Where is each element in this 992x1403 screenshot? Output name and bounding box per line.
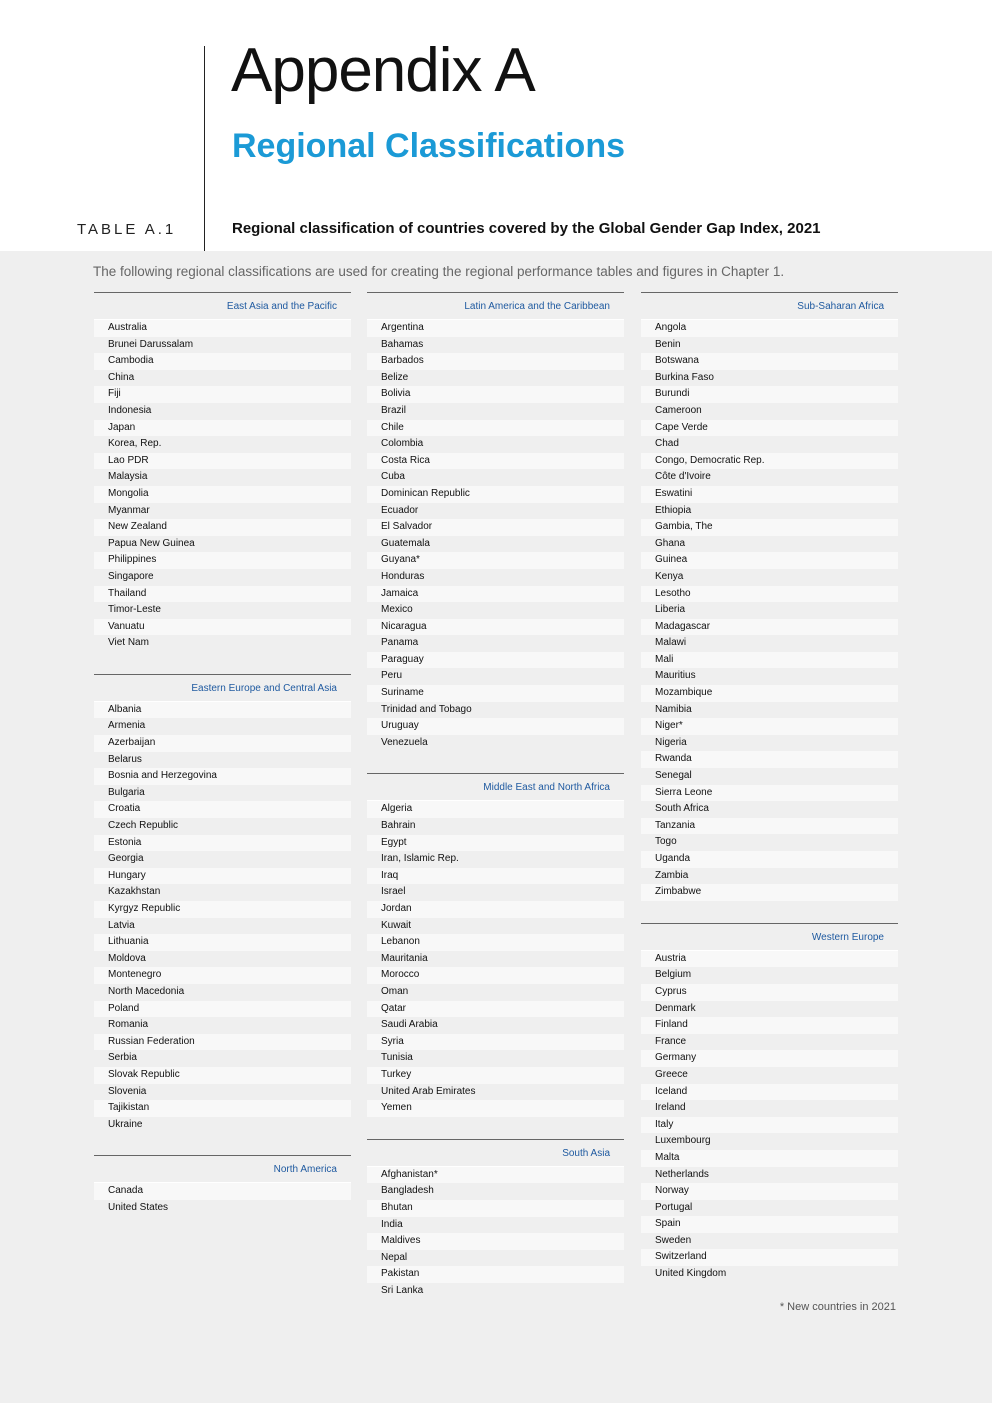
country-row: Liberia xyxy=(641,602,898,619)
country-row: Bolivia xyxy=(367,386,624,403)
country-row: Uruguay xyxy=(367,718,624,735)
country-row: Armenia xyxy=(94,718,351,735)
country-row: Indonesia xyxy=(94,403,351,420)
country-row: Bosnia and Herzegovina xyxy=(94,768,351,785)
country-row: Papua New Guinea xyxy=(94,536,351,553)
country-row: China xyxy=(94,370,351,387)
country-row: Kuwait xyxy=(367,918,624,935)
country-row: Brunei Darussalam xyxy=(94,337,351,354)
table-caption: Regional classification of countries covered by the Global Gender Gap Index, 2021 xyxy=(232,220,821,237)
country-list xyxy=(94,319,351,652)
region-column-1 xyxy=(94,292,351,1239)
region-heading: Middle East and North Africa xyxy=(367,773,624,800)
country-row: Ireland xyxy=(641,1100,898,1117)
country-row: Lithuania xyxy=(94,934,351,951)
country-row: Azerbaijan xyxy=(94,735,351,752)
country-row: Paraguay xyxy=(367,652,624,669)
country-list xyxy=(367,319,624,751)
country-row: Timor-Leste xyxy=(94,602,351,619)
country-row: Poland xyxy=(94,1001,351,1018)
country-list xyxy=(641,950,898,1283)
country-row: Ecuador xyxy=(367,503,624,520)
country-row: Latvia xyxy=(94,918,351,935)
country-row: Montenegro xyxy=(94,967,351,984)
country-row: Austria xyxy=(641,951,898,968)
country-row: Italy xyxy=(641,1117,898,1134)
country-row: Ethiopia xyxy=(641,503,898,520)
country-row: Cameroon xyxy=(641,403,898,420)
country-row: Bahamas xyxy=(367,337,624,354)
country-row: Lesotho xyxy=(641,586,898,603)
country-row: Nigeria xyxy=(641,735,898,752)
country-row: Bahrain xyxy=(367,818,624,835)
country-row: India xyxy=(367,1217,624,1234)
country-list xyxy=(94,1182,351,1216)
country-row: Germany xyxy=(641,1050,898,1067)
country-row: Lao PDR xyxy=(94,453,351,470)
region-column-2 xyxy=(367,292,624,1321)
country-row: Switzerland xyxy=(641,1249,898,1266)
country-row: Panama xyxy=(367,635,624,652)
country-row: Mauritania xyxy=(367,951,624,968)
region-heading: South Asia xyxy=(367,1139,624,1166)
country-row: Spain xyxy=(641,1216,898,1233)
country-row: South Africa xyxy=(641,801,898,818)
country-row: Slovak Republic xyxy=(94,1067,351,1084)
country-row: Maldives xyxy=(367,1233,624,1250)
country-row: Niger* xyxy=(641,718,898,735)
country-row: Portugal xyxy=(641,1200,898,1217)
country-row: Czech Republic xyxy=(94,818,351,835)
country-row: Canada xyxy=(94,1183,351,1200)
country-row: Finland xyxy=(641,1017,898,1034)
page-subtitle: Regional Classifications xyxy=(232,127,625,165)
country-row: North Macedonia xyxy=(94,984,351,1001)
country-row: Namibia xyxy=(641,702,898,719)
country-row: Lebanon xyxy=(367,934,624,951)
country-row: Suriname xyxy=(367,685,624,702)
country-row: Vanuatu xyxy=(94,619,351,636)
country-row: Guinea xyxy=(641,552,898,569)
country-row: Colombia xyxy=(367,436,624,453)
table-label: TABLE A.1 xyxy=(77,221,177,238)
country-row: Angola xyxy=(641,320,898,337)
country-row: Togo xyxy=(641,834,898,851)
region-section xyxy=(94,292,351,652)
country-row: Ghana xyxy=(641,536,898,553)
country-row: Mozambique xyxy=(641,685,898,702)
country-row: Ukraine xyxy=(94,1117,351,1134)
country-row: Morocco xyxy=(367,967,624,984)
country-row: Côte d'Ivoire xyxy=(641,469,898,486)
country-row: Tunisia xyxy=(367,1050,624,1067)
country-row: Mauritius xyxy=(641,668,898,685)
country-row: Bangladesh xyxy=(367,1183,624,1200)
country-row: Cuba xyxy=(367,469,624,486)
country-row: Albania xyxy=(94,702,351,719)
country-row: Tanzania xyxy=(641,818,898,835)
country-row: Malta xyxy=(641,1150,898,1167)
country-row: Eswatini xyxy=(641,486,898,503)
country-row: Mongolia xyxy=(94,486,351,503)
footnote: * New countries in 2021 xyxy=(779,1301,896,1313)
country-row: Benin xyxy=(641,337,898,354)
country-row: France xyxy=(641,1034,898,1051)
country-row: Pakistan xyxy=(367,1266,624,1283)
country-row: Kyrgyz Republic xyxy=(94,901,351,918)
country-row: Congo, Democratic Rep. xyxy=(641,453,898,470)
country-row: Cambodia xyxy=(94,353,351,370)
country-row: Malaysia xyxy=(94,469,351,486)
region-section xyxy=(94,674,351,1133)
country-row: Hungary xyxy=(94,868,351,885)
intro-text: The following regional classifications are used for creating the regional performance tables and figures in Chapter 1. xyxy=(93,264,785,279)
country-row: Norway xyxy=(641,1183,898,1200)
country-row: Argentina xyxy=(367,320,624,337)
region-heading: Eastern Europe and Central Asia xyxy=(94,674,351,701)
country-row: Cyprus xyxy=(641,984,898,1001)
country-row: Georgia xyxy=(94,851,351,868)
country-row: Bulgaria xyxy=(94,785,351,802)
country-row: Qatar xyxy=(367,1001,624,1018)
country-row: Honduras xyxy=(367,569,624,586)
country-row: Russian Federation xyxy=(94,1034,351,1051)
country-row: Iran, Islamic Rep. xyxy=(367,851,624,868)
country-row: Israel xyxy=(367,884,624,901)
country-row: Mexico xyxy=(367,602,624,619)
country-row: Sweden xyxy=(641,1233,898,1250)
country-row: Barbados xyxy=(367,353,624,370)
country-row: Romania xyxy=(94,1017,351,1034)
country-row: Guyana* xyxy=(367,552,624,569)
country-row: Cape Verde xyxy=(641,420,898,437)
country-row: Belize xyxy=(367,370,624,387)
country-row: Brazil xyxy=(367,403,624,420)
page-header xyxy=(0,0,992,251)
country-row: Nicaragua xyxy=(367,619,624,636)
country-row: Slovenia xyxy=(94,1084,351,1101)
country-row: Costa Rica xyxy=(367,453,624,470)
country-row: Luxembourg xyxy=(641,1133,898,1150)
country-row: Kazakhstan xyxy=(94,884,351,901)
country-row: Estonia xyxy=(94,835,351,852)
region-heading: Western Europe xyxy=(641,923,898,950)
country-row: Burkina Faso xyxy=(641,370,898,387)
country-row: Senegal xyxy=(641,768,898,785)
country-list xyxy=(94,701,351,1133)
country-row: Philippines xyxy=(94,552,351,569)
region-section xyxy=(94,1155,351,1216)
country-row: Jamaica xyxy=(367,586,624,603)
region-heading: East Asia and the Pacific xyxy=(94,292,351,319)
region-column-3 xyxy=(641,292,898,1305)
country-row: Zimbabwe xyxy=(641,884,898,901)
page-title: Appendix A xyxy=(231,36,535,105)
country-row: Peru xyxy=(367,668,624,685)
country-row: Venezuela xyxy=(367,735,624,752)
country-row: Belgium xyxy=(641,967,898,984)
country-row: Iraq xyxy=(367,868,624,885)
country-row: Malawi xyxy=(641,635,898,652)
country-row: Tajikistan xyxy=(94,1100,351,1117)
country-row: Dominican Republic xyxy=(367,486,624,503)
country-row: Yemen xyxy=(367,1100,624,1117)
header-divider xyxy=(204,46,205,251)
country-row: Fiji xyxy=(94,386,351,403)
country-list xyxy=(367,1166,624,1300)
country-row: Gambia, The xyxy=(641,519,898,536)
country-row: Madagascar xyxy=(641,619,898,636)
country-row: Zambia xyxy=(641,868,898,885)
region-section xyxy=(641,292,898,901)
region-section xyxy=(367,1139,624,1300)
country-row: New Zealand xyxy=(94,519,351,536)
country-row: Moldova xyxy=(94,951,351,968)
country-row: Botswana xyxy=(641,353,898,370)
country-row: Iceland xyxy=(641,1084,898,1101)
country-row: Chile xyxy=(367,420,624,437)
country-row: Thailand xyxy=(94,586,351,603)
country-row: Netherlands xyxy=(641,1167,898,1184)
country-row: Rwanda xyxy=(641,751,898,768)
country-row: Singapore xyxy=(94,569,351,586)
country-row: Denmark xyxy=(641,1001,898,1018)
region-heading: North America xyxy=(94,1155,351,1182)
region-heading: Latin America and the Caribbean xyxy=(367,292,624,319)
country-row: Korea, Rep. xyxy=(94,436,351,453)
country-row: Trinidad and Tobago xyxy=(367,702,624,719)
country-row: Viet Nam xyxy=(94,635,351,652)
region-section xyxy=(367,292,624,751)
country-row: Turkey xyxy=(367,1067,624,1084)
country-row: Sri Lanka xyxy=(367,1283,624,1300)
country-row: Bhutan xyxy=(367,1200,624,1217)
region-heading: Sub-Saharan Africa xyxy=(641,292,898,319)
country-row: United Arab Emirates xyxy=(367,1084,624,1101)
country-row: Uganda xyxy=(641,851,898,868)
country-row: Mali xyxy=(641,652,898,669)
country-row: Sierra Leone xyxy=(641,785,898,802)
country-row: Serbia xyxy=(94,1050,351,1067)
country-row: Japan xyxy=(94,420,351,437)
country-row: Guatemala xyxy=(367,536,624,553)
country-row: Myanmar xyxy=(94,503,351,520)
country-row: Croatia xyxy=(94,801,351,818)
country-row: Kenya xyxy=(641,569,898,586)
country-row: Saudi Arabia xyxy=(367,1017,624,1034)
country-row: Burundi xyxy=(641,386,898,403)
country-row: El Salvador xyxy=(367,519,624,536)
country-row: Oman xyxy=(367,984,624,1001)
country-row: Greece xyxy=(641,1067,898,1084)
country-row: Algeria xyxy=(367,801,624,818)
country-row: United States xyxy=(94,1200,351,1217)
country-row: Egypt xyxy=(367,835,624,852)
country-row: Syria xyxy=(367,1034,624,1051)
country-row: United Kingdom xyxy=(641,1266,898,1283)
country-row: Chad xyxy=(641,436,898,453)
country-row: Belarus xyxy=(94,752,351,769)
country-row: Nepal xyxy=(367,1250,624,1267)
country-row: Jordan xyxy=(367,901,624,918)
country-list xyxy=(367,800,624,1116)
country-list xyxy=(641,319,898,901)
region-section xyxy=(367,773,624,1116)
country-row: Afghanistan* xyxy=(367,1167,624,1184)
region-section xyxy=(641,923,898,1283)
country-row: Australia xyxy=(94,320,351,337)
